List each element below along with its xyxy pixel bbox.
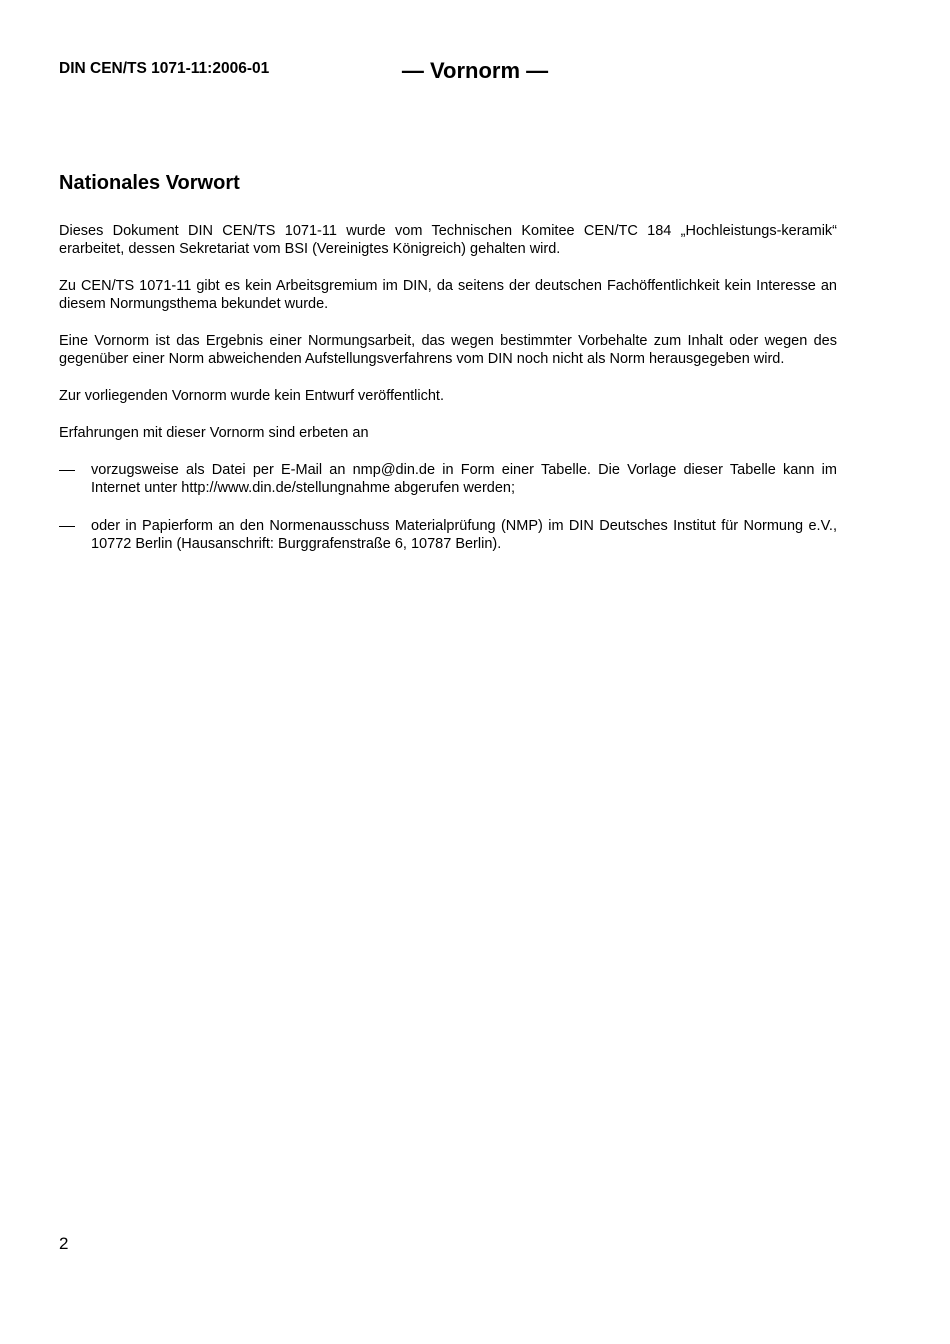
- paragraph: Zur vorliegenden Vornorm wurde kein Entwurf veröffentlicht.: [59, 388, 444, 404]
- document-status: — Vornorm —: [401, 58, 549, 83]
- list-item-text: vorzugsweise als Datei per E-Mail an nmp@din.de in Form einer Tabelle. Die Vorlage dieser Tabelle kann im Internet unter http://www.din.de/stellungnahme abgerufen werden;: [91, 462, 837, 496]
- list-item-text: oder in Papierform an den Normenausschuss Materialprüfung (NMP) im DIN Deutsches Institut für Normung e.V., 10772 Berlin (Hausanschrift: Burggrafenstraße 6, 10787 Berlin).: [91, 518, 837, 552]
- dash-bullet-icon: [59, 526, 75, 527]
- list-item: [59, 517, 837, 553]
- contact-options-list: [59, 461, 837, 553]
- dash-bullet-icon: [59, 470, 75, 471]
- national-foreword-section: [59, 170, 837, 573]
- paragraph: Eine Vornorm ist das Ergebnis einer Normungsarbeit, das wegen bestimmter Vorbehalte zum Inhalt oder wegen des gegenüber einer Norm abweichenden Aufstellungsverfahrens vom DIN noch nicht als Norm herausgegeben wird.: [59, 333, 837, 367]
- paragraph: Erfahrungen mit dieser Vornorm sind erbeten an: [59, 425, 369, 441]
- section-title: Nationales Vorwort: [59, 172, 240, 194]
- page-number: 2: [59, 1234, 69, 1253]
- list-item: [59, 461, 837, 497]
- paragraph: Dieses Dokument DIN CEN/TS 1071-11 wurde vom Technischen Komitee CEN/TC 184 „Hochleistungs-keramik“ erarbeitet, dessen Sekretariat vom BSI (Vereinigtes Königreich) gehalten wird.: [59, 223, 837, 257]
- document-id: DIN CEN/TS 1071-11:2006-01: [59, 60, 270, 77]
- paragraph: Zu CEN/TS 1071-11 gibt es kein Arbeitsgremium im DIN, da seitens der deutschen Fachöffentlichkeit kein Interesse an diesem Normungsthema bekundet wurde.: [59, 278, 837, 312]
